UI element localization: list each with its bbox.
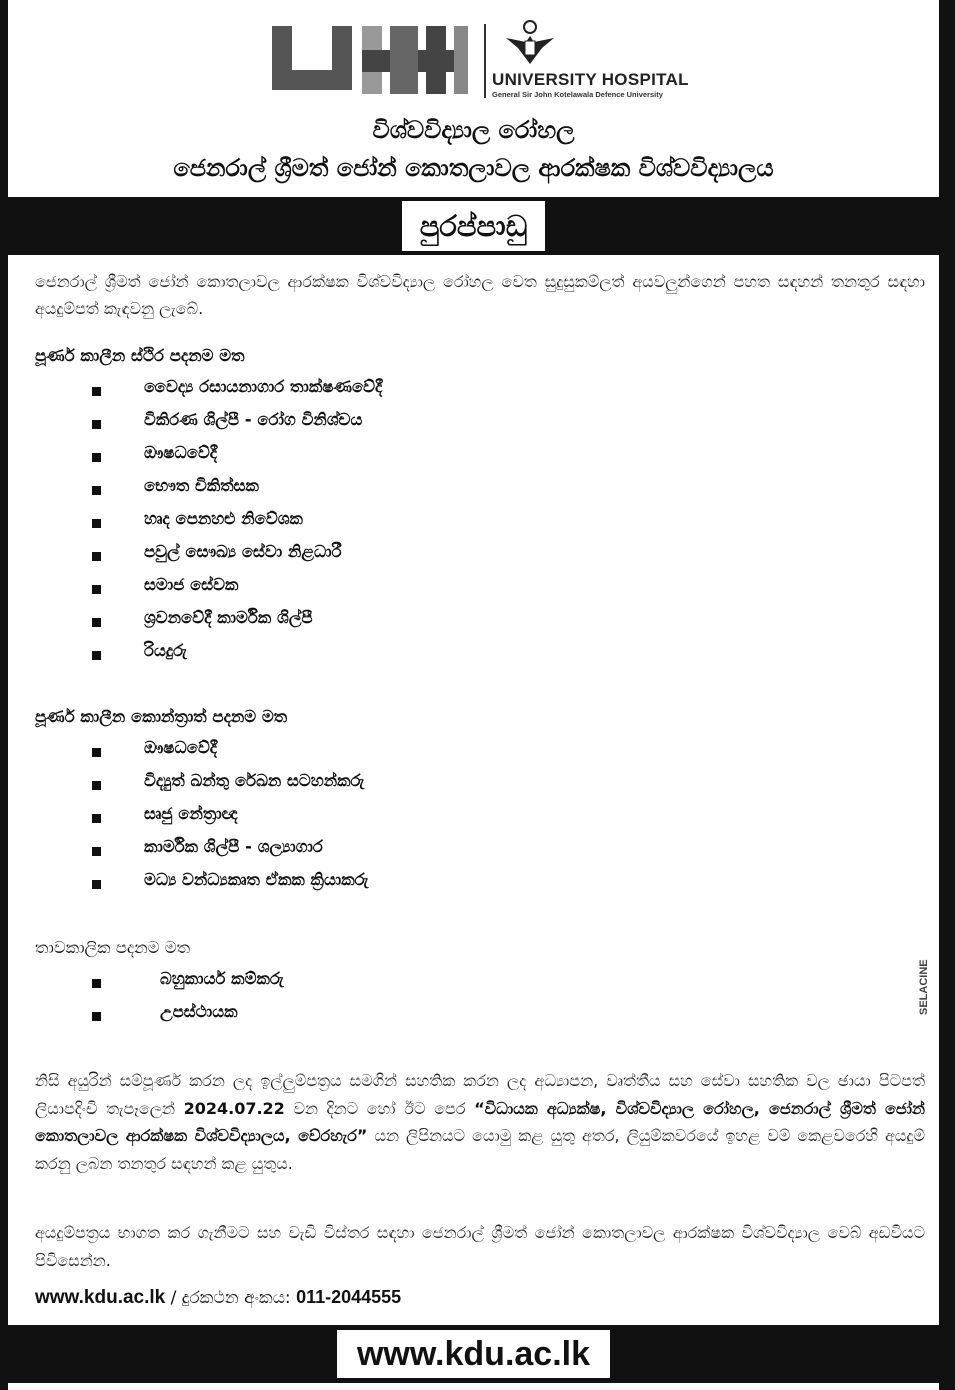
bullet-icon bbox=[92, 880, 101, 889]
bullet-icon bbox=[92, 420, 101, 429]
list-item: මධ්‍ය වන්ධ්‍යකෘත ඒකක ක්‍රියාකරු bbox=[8, 868, 908, 901]
vacancies-banner bbox=[8, 197, 939, 255]
contract-posts-list bbox=[8, 736, 908, 901]
bullet-icon bbox=[92, 486, 101, 495]
bullet-icon bbox=[92, 748, 101, 757]
list-item: විකිරණ ශිල්පී - රෝග විනිශ්චය bbox=[8, 408, 908, 441]
bullet-icon bbox=[92, 585, 101, 594]
footer-banner bbox=[8, 1325, 939, 1383]
section-heading-permanent: පූර්ණ කාලීන ස්ථිර පදනම මත bbox=[35, 346, 245, 365]
list-item: ශ්‍රවනවේදී කාර්මික ශිල්පී bbox=[8, 606, 908, 639]
list-item: භෞත චිකිත්සක bbox=[8, 474, 908, 507]
list-item: ඖෂධවේදී bbox=[8, 441, 908, 474]
logo-header bbox=[8, 18, 939, 103]
bullet-icon bbox=[92, 847, 101, 856]
intro-paragraph: ජෙනරාල් ශ්‍රීමත් ජෝන් කොතලාවල ආරක්ෂක විශ්වවිද්‍යාල රෝහල වෙත සුදුසුකම්ලත් අයවලුන්ගෙන් පහත සඳහන් තනතුර සඳහා අයදුම්පත් කැඳවනු ලැබේ. bbox=[35, 272, 925, 318]
website-link[interactable]: www.kdu.ac.lk bbox=[35, 1287, 166, 1308]
phone-label: දුරකථන අංකය: bbox=[181, 1288, 291, 1308]
bullet-icon bbox=[92, 979, 101, 988]
bullet-icon bbox=[92, 387, 101, 396]
bullet-icon bbox=[92, 618, 101, 627]
bullet-icon bbox=[92, 453, 101, 462]
footer-website-link[interactable]: www.kdu.ac.lk bbox=[337, 1330, 610, 1378]
university-hospital-logo-icon bbox=[266, 22, 478, 98]
list-item: හෘද පෙනහළු නිවේශක bbox=[8, 507, 908, 540]
page-title-university: ජෙනරාල් ශ්‍රීමත් ජෝන් කොතලාවල ආරක්ෂක විශ්වවිද්‍යාලය bbox=[173, 154, 774, 182]
list-item: සෘජු නේත්‍රාඥ bbox=[8, 802, 908, 835]
list-item: විද්‍යුත් ඛන්තු රේඛන සටහන්කරු bbox=[8, 769, 908, 802]
bullet-icon bbox=[92, 552, 101, 561]
logo-name: UNIVERSITY HOSPITAL bbox=[492, 70, 689, 89]
list-item: පවුල් සෞඛ්‍ය සේවා නිළධාරී bbox=[8, 540, 908, 573]
list-item: ඖෂධවේදී bbox=[8, 736, 908, 769]
bullet-icon bbox=[92, 814, 101, 823]
list-item: බහුකාර්ය කම්කරු bbox=[8, 967, 908, 1000]
permanent-posts-list bbox=[8, 375, 908, 672]
section-heading-contract: පූර්ණ කාලීන කොන්ත්‍රාත් පදනම මත bbox=[35, 707, 288, 726]
phone-number: 011-2044555 bbox=[296, 1287, 402, 1307]
page-title-hospital: විශ්වවිද්‍යාල රෝහල bbox=[372, 116, 575, 144]
side-stamp-text: SELACINE bbox=[918, 959, 930, 1015]
vacancies-title: පුරප්පාඩු bbox=[402, 201, 545, 251]
bullet-icon bbox=[92, 781, 101, 790]
instructions-paragraph: නිසි අයුරින් සම්පූර්ණ කරන ලද ඉල්ලුම්පත්‍රය සමගින් සහතික කරන ලද අධ්‍යාපන, වෘත්තීය සහ සේවා සහතික වල ඡායා පිටපත් ලියාපදිංචි තැපෑලෙන් 2024.07.22 වන දිනට හෝ ඊට පෙර “විධායක අධ්‍යක්ෂ, විශ්වවිද්‍යාල රෝහල, ජෙනරාල් ශ්‍රීමත් ජෝන් කොතලාවල ආරක්ෂක විශ්වවිද්‍යාලය, වේරහැර” යන ලිපිනයට යොමු කළ යුතු අතර, ලියුම්කවරයේ ඉහළ වම් කෙළවරෙහි අයදුම් කරනු ලබන තනතුර සඳහන් කළ යුතුය. bbox=[35, 1071, 925, 1173]
postal-address: “විධායක අධ්‍යක්ෂ, විශ්වවිද්‍යාල රෝහල, ජෙනරාල් ශ්‍රීමත් ජෝන් කොතලාවල ආරක්ෂක විශ්වවිද්‍යාලය, වේරහැර” bbox=[35, 1098, 925, 1145]
bullet-icon bbox=[92, 651, 101, 660]
crest-icon bbox=[502, 18, 558, 68]
contact-line: www.kdu.ac.lk / දුරකථන අංකය: 011-2044555 bbox=[35, 1287, 402, 1308]
list-item: වෛද්‍ය රසායනාගාර තාක්ෂණවේදී bbox=[8, 375, 908, 408]
bullet-icon bbox=[92, 1012, 101, 1021]
list-item: කාර්මික ශිල්පී - ශල්‍යාගාර bbox=[8, 835, 908, 868]
bullet-icon bbox=[92, 519, 101, 528]
deadline-date: 2024.07.22 bbox=[183, 1098, 285, 1118]
more-info-paragraph: අයදුම්පත්‍රය භාගත කර ගැනීමට සහ වැඩි විස්තර සඳහා ජෙනරාල් ශ්‍රීමත් ජෝන් කොතලාවල ආරක්ෂක විශ්වවිද්‍යාල වෙබ් අඩවියට පිවිසෙන්න. bbox=[35, 1223, 925, 1270]
logo-subtitle: General Sir John Kotelawala Defence University bbox=[492, 90, 663, 99]
logo-divider bbox=[484, 24, 486, 98]
list-item: සමාජ සේවක bbox=[8, 573, 908, 606]
advertisement-page bbox=[8, 0, 939, 1390]
temporary-posts-list bbox=[8, 967, 908, 1033]
side-stamp bbox=[912, 935, 934, 1025]
list-item: රියදුරු bbox=[8, 639, 908, 672]
section-heading-temporary: තාවකාලික පදනම මත bbox=[35, 938, 191, 957]
list-item: උපස්ථායක bbox=[8, 1000, 908, 1033]
